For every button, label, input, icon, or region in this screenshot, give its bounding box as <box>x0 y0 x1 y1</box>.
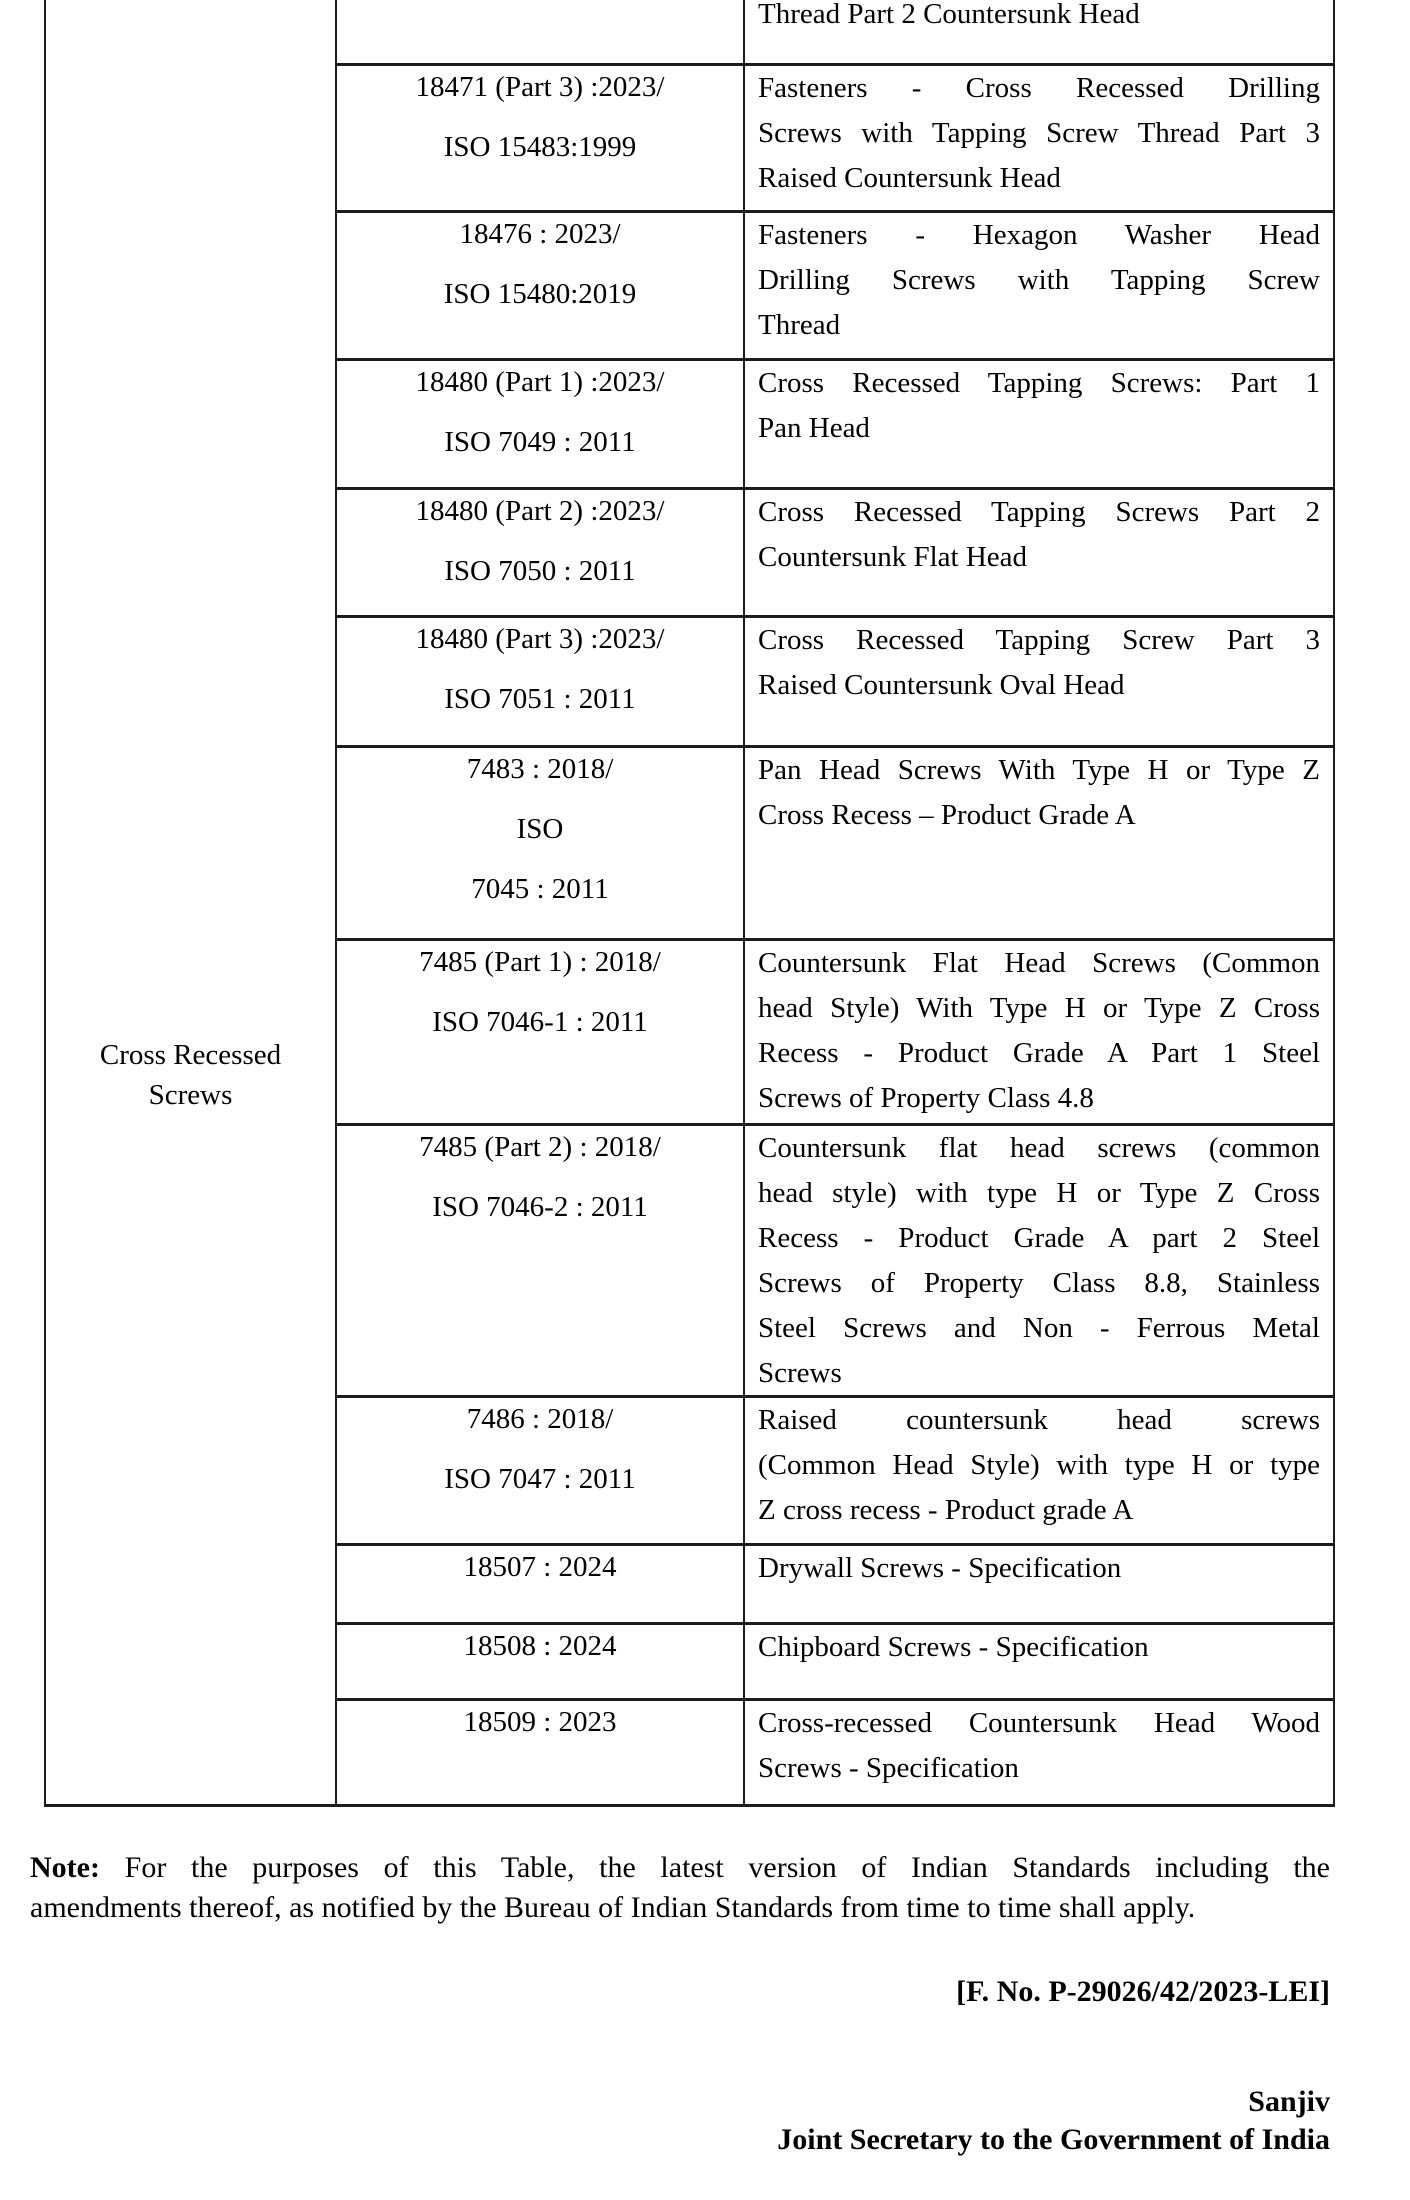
description-line: Chipboard Screws - Specification <box>758 1631 1149 1663</box>
is-number-line: 18476 : 2023/ <box>459 218 621 250</box>
description-cell <box>745 1126 1333 1395</box>
is-number-line: 18480 (Part 2) :2023/ <box>415 495 665 527</box>
description-line: Countersunk Flat Head Screws (Common <box>758 947 1320 979</box>
category-cell <box>46 0 337 1804</box>
iso-number-line: ISO 7046-2 : 2011 <box>432 1191 648 1223</box>
description-cell <box>745 1398 1333 1543</box>
signatory-name: Sanjiv <box>1248 2085 1330 2118</box>
file-number: [F. No. P-29026/42/2023-LEI] <box>956 1975 1330 2008</box>
table-row <box>337 0 1333 63</box>
description-cell <box>745 213 1333 358</box>
description-cell <box>745 361 1333 487</box>
is-number-cell <box>337 1701 745 1804</box>
table-row <box>337 1395 1333 1543</box>
description-line: Cross Recessed Tapping Screw Part 3 <box>758 624 1320 656</box>
table-row <box>337 1698 1333 1804</box>
table-row <box>337 615 1333 745</box>
is-number-cell <box>337 66 745 210</box>
note-line: amendments thereof, as notified by the Bureau of Indian Standards from time to time shall apply. <box>30 1891 1196 1924</box>
iso-number-line: ISO 7051 : 2011 <box>444 683 636 715</box>
description-line: Thread Part 2 Countersunk Head <box>758 0 1140 30</box>
description-line: Countersunk Flat Head <box>758 541 1028 573</box>
is-number-cell <box>337 361 745 487</box>
table-rows <box>337 0 1333 1804</box>
iso-number-line: ISO 15483:1999 <box>443 131 637 163</box>
description-line: Cross Recessed Tapping Screws Part 2 <box>758 496 1320 528</box>
is-number-cell <box>337 490 745 615</box>
description-line: head style) with type H or Type Z Cross <box>758 1177 1320 1209</box>
description-line: Drilling Screws with Tapping Screw <box>758 264 1320 296</box>
description-line: Screws with Tapping Screw Thread Part 3 <box>758 117 1320 149</box>
is-number-line: 18480 (Part 1) :2023/ <box>415 366 665 398</box>
is-number-cell <box>337 748 745 938</box>
description-cell <box>745 66 1333 210</box>
description-line: head Style) With Type H or Type Z Cross <box>758 992 1320 1024</box>
is-number-cell <box>337 618 745 745</box>
table-row <box>337 210 1333 358</box>
iso-number-line: ISO 7049 : 2011 <box>444 426 636 458</box>
category-line: Cross Recessed <box>99 1039 282 1071</box>
description-cell <box>745 1701 1333 1804</box>
iso-number-line: ISO 7046-1 : 2011 <box>432 1006 648 1038</box>
table-row <box>337 63 1333 210</box>
is-number-line: 18507 : 2024 <box>463 1551 617 1583</box>
note-line <box>30 1848 1330 1888</box>
description-line: Screws - Specification <box>758 1752 1019 1784</box>
description-line: Screws <box>758 1357 842 1389</box>
is-number-cell <box>337 213 745 358</box>
is-number-cell <box>337 1546 745 1622</box>
description-line: Cross Recessed Tapping Screws: Part 1 <box>758 367 1320 399</box>
description-line: Pan Head Screws With Type H or Type Z <box>758 754 1320 786</box>
table-row <box>337 1543 1333 1622</box>
note-label: Note: <box>30 1851 100 1884</box>
description-line: Screws of Property Class 8.8, Stainless <box>758 1267 1320 1299</box>
is-number-cell <box>337 941 745 1123</box>
note-paragraph <box>30 1848 1330 1928</box>
is-number-cell <box>337 0 745 63</box>
table-row <box>337 1123 1333 1395</box>
description-line: Fasteners - Cross Recessed Drilling <box>758 72 1320 104</box>
description-cell <box>745 1625 1333 1698</box>
is-number-line: 18480 (Part 3) :2023/ <box>415 623 665 655</box>
description-cell <box>745 0 1333 63</box>
iso-number-line: 7045 : 2011 <box>471 873 609 905</box>
description-line: Raised Countersunk Oval Head <box>758 669 1125 701</box>
signatory-designation: Joint Secretary to the Government of India <box>777 2123 1330 2156</box>
iso-number-line: ISO 7047 : 2011 <box>444 1463 636 1495</box>
iso-number-line: ISO 7050 : 2011 <box>444 555 636 587</box>
description-line: Recess - Product Grade A part 2 Steel <box>758 1222 1320 1254</box>
category-label <box>46 1035 335 1115</box>
description-line: Thread <box>758 309 841 341</box>
is-number-line: 7483 : 2018/ <box>466 753 614 785</box>
is-number-line: 18471 (Part 3) :2023/ <box>415 71 665 103</box>
is-number-line: 18508 : 2024 <box>463 1630 617 1662</box>
description-line: Z cross recess - Product grade A <box>758 1494 1134 1526</box>
description-cell <box>745 618 1333 745</box>
description-line: Drywall Screws - Specification <box>758 1552 1122 1584</box>
description-line: Countersunk flat head screws (common <box>758 1132 1320 1164</box>
is-number-cell <box>337 1625 745 1698</box>
description-line: Cross-recessed Countersunk Head Wood <box>758 1707 1320 1739</box>
is-number-line: 18509 : 2023 <box>463 1706 617 1738</box>
description-cell <box>745 490 1333 615</box>
table-row <box>337 1622 1333 1698</box>
note-text: For the purposes of this Table, the latest version of Indian Standards including the <box>99 1851 1330 1884</box>
description-cell <box>745 941 1333 1123</box>
description-line: Screws of Property Class 4.8 <box>758 1082 1094 1114</box>
description-line: Raised Countersunk Head <box>758 162 1061 194</box>
description-line: Pan Head <box>758 412 870 444</box>
table-row <box>337 358 1333 487</box>
is-number-line: 7486 : 2018/ <box>466 1403 614 1435</box>
table-row <box>337 745 1333 938</box>
category-line: Screws <box>148 1079 233 1111</box>
description-line: Recess - Product Grade A Part 1 Steel <box>758 1037 1320 1069</box>
iso-number-line: ISO <box>516 813 564 845</box>
description-line: Cross Recess – Product Grade A <box>758 799 1136 831</box>
is-number-line: 7485 (Part 1) : 2018/ <box>419 946 661 978</box>
is-number-cell <box>337 1126 745 1395</box>
description-line: Steel Screws and Non - Ferrous Metal <box>758 1312 1320 1344</box>
table-row <box>337 487 1333 615</box>
description-line: (Common Head Style) with type H or type <box>758 1449 1320 1481</box>
description-cell <box>745 748 1333 938</box>
standards-table <box>44 0 1335 1807</box>
is-number-line: 7485 (Part 2) : 2018/ <box>419 1131 661 1163</box>
is-number-cell <box>337 1398 745 1543</box>
description-cell <box>745 1546 1333 1622</box>
description-line: Raised countersunk head screws <box>758 1404 1320 1436</box>
table-row <box>337 938 1333 1123</box>
iso-number-line: ISO 15480:2019 <box>443 278 637 310</box>
description-line: Fasteners - Hexagon Washer Head <box>758 219 1320 251</box>
